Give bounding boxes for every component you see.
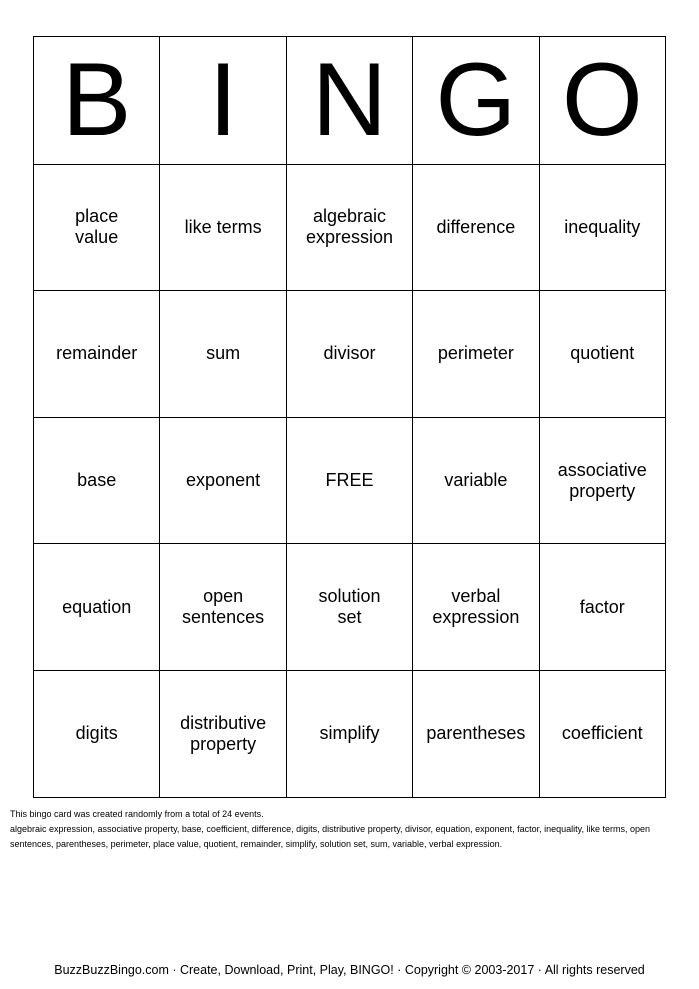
cell-text: coefficient (561, 723, 643, 744)
bingo-cell (286, 544, 412, 671)
bingo-cell (413, 544, 539, 671)
cell-text: quotient (570, 343, 635, 364)
bingo-cell (34, 417, 160, 544)
cell-text: factor (579, 596, 625, 617)
bingo-cell (413, 417, 539, 544)
bingo-cell (539, 670, 665, 797)
cell-text: open sentences (182, 586, 265, 628)
bingo-cell (34, 670, 160, 797)
cell-text: verbal expression (432, 586, 520, 628)
footer-credits: BuzzBuzzBingo.com · Create, Download, Print, Play, BINGO! · Copyright © 2003-2017 · All rights reserved (54, 963, 645, 977)
free-space-text: FREE (325, 470, 374, 491)
header-letter: N (286, 37, 412, 165)
card-info (10, 807, 690, 852)
cell-text: simplify (319, 723, 380, 744)
info-event-list: algebraic expression, associative property, base, coefficient, difference, digits, distributive property, divisor, equation, exponent, factor, inequality, like terms, open sentences, parentheses, perimeter, place value, quotient, remainder, simplify, solution set, sum, variable, verbal expression. (10, 824, 651, 849)
cell-text: digits (75, 723, 118, 744)
bingo-cell (160, 164, 286, 291)
bingo-cell (34, 544, 160, 671)
bingo-card (33, 36, 666, 798)
bingo-header-row (34, 37, 666, 165)
bingo-row (34, 164, 666, 291)
bingo-cell (413, 164, 539, 291)
header-letter: B (34, 37, 160, 165)
bingo-cell (160, 670, 286, 797)
bingo-cell (160, 291, 286, 418)
free-space-cell (286, 417, 412, 544)
bingo-cell (539, 544, 665, 671)
bingo-cell (286, 670, 412, 797)
bingo-row (34, 291, 666, 418)
cell-text: place value (75, 206, 119, 248)
cell-text: divisor (323, 343, 376, 364)
header-letter: I (160, 37, 286, 165)
bingo-row (34, 544, 666, 671)
bingo-cell (539, 417, 665, 544)
bingo-cell (160, 417, 286, 544)
bingo-cell (413, 291, 539, 418)
bingo-cell (160, 544, 286, 671)
cell-text: associative property (557, 459, 647, 501)
bingo-cell (539, 164, 665, 291)
bingo-cell (34, 291, 160, 418)
cell-text: exponent (186, 470, 261, 491)
cell-text: distributive property (180, 712, 267, 754)
cell-text: inequality (564, 216, 641, 237)
cell-text: perimeter (437, 343, 514, 364)
cell-text: algebraic expression (305, 206, 393, 248)
bingo-cell (286, 164, 412, 291)
header-letter: G (413, 37, 539, 165)
cell-text: like terms (184, 216, 262, 237)
cell-text: equation (62, 596, 132, 617)
cell-text: parentheses (426, 723, 526, 744)
bingo-row (34, 417, 666, 544)
header-letter: O (539, 37, 665, 165)
bingo-cell (34, 164, 160, 291)
bingo-cell (413, 670, 539, 797)
bingo-cell (539, 291, 665, 418)
bingo-row (34, 670, 666, 797)
bingo-cell (286, 291, 412, 418)
cell-text: variable (444, 470, 508, 491)
cell-text: sum (206, 343, 241, 364)
cell-text: remainder (56, 343, 138, 364)
cell-text: difference (436, 216, 516, 237)
cell-text: base (77, 470, 117, 491)
info-summary: This bingo card was created randomly from a total of 24 events. (10, 809, 264, 819)
cell-text: solution set (318, 586, 381, 628)
